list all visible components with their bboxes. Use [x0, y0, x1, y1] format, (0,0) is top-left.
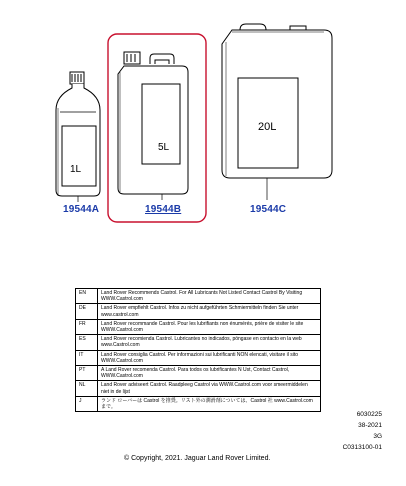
notice-language-code: DE	[76, 304, 98, 319]
notice-text: Land Rover Recommends Castrol. For All Lubricants Not Listed Contact Castrol By Visiting WWW.Castrol.com	[98, 289, 321, 304]
notice-text: Land Rover adviseert Castrol. Raadpleeg Castrol via WWW.Castrol.com voor smeermiddelen niet in de lijst	[98, 381, 321, 396]
drum-20l-volume: 20L	[258, 121, 277, 133]
notice-language-code: ES	[76, 335, 98, 350]
notice-language-code: EN	[76, 289, 98, 304]
drum-20l	[222, 24, 332, 178]
reference-number: 6030225	[356, 411, 382, 418]
notice-language-code: FR	[76, 319, 98, 334]
part-label-19544b: 19544B	[145, 204, 182, 215]
copyright-notice: © Copyright, 2021. Jaguar Land Rover Limited.	[124, 455, 271, 462]
notice-language-code: NL	[76, 381, 98, 396]
notice-row-pt	[76, 366, 321, 381]
notice-text: Land Rover consiglia Castrol. Per informazioni sui lubrificanti NON elencati, visitare il sito WWW.Castrol.com	[98, 350, 321, 365]
lubricant-notice-table	[75, 288, 321, 412]
notice-row-it	[76, 350, 321, 365]
reference-date: 38-2021	[358, 422, 382, 429]
notice-row-de	[76, 304, 321, 319]
notice-language-code: PT	[76, 366, 98, 381]
notice-language-code: IT	[76, 350, 98, 365]
notice-text: Land Rover recommande Castrol. Pour les lubrifiants non énumérés, prière de visiter le site WWW.Castrol.com	[98, 319, 321, 334]
notice-text: Land Rover recomienda Castrol. Lubricantes no indicados, póngase en contacto en la web www.Castrol.com	[98, 335, 321, 350]
notice-row-en	[76, 289, 321, 304]
bottle-1l-volume: 1L	[70, 164, 82, 175]
notice-row-j	[76, 396, 321, 411]
notice-language-code: J	[76, 396, 98, 411]
part-label-19544c: 19544C	[250, 204, 287, 215]
notice-row-fr	[76, 319, 321, 334]
bottle-1l	[56, 72, 100, 196]
notice-text: Land Rover empfiehlt Castrol. Infos zu nicht aufgeführten Schmiermitteln finden Sie unter www.castrol.com	[98, 304, 321, 319]
reference-illustration-id: C0313100-01	[342, 444, 382, 451]
jerrycan-5l	[118, 52, 188, 194]
notice-row-nl	[76, 381, 321, 396]
notice-text: ランド ローバーは Castrol を推奨。リスト外の潤滑剤については、Castrol 社 www.Castrol.com まで。	[98, 396, 321, 411]
reference-revision: 3G	[373, 433, 382, 440]
part-label-19544a: 19544A	[63, 204, 100, 215]
notice-row-es	[76, 335, 321, 350]
jerrycan-5l-volume: 5L	[158, 142, 170, 153]
notice-text: A Land Rover recomenda Castrol. Para todos os lubrificantes N Ust, Contact Castrol, WWW.Castrol.com	[98, 366, 321, 381]
